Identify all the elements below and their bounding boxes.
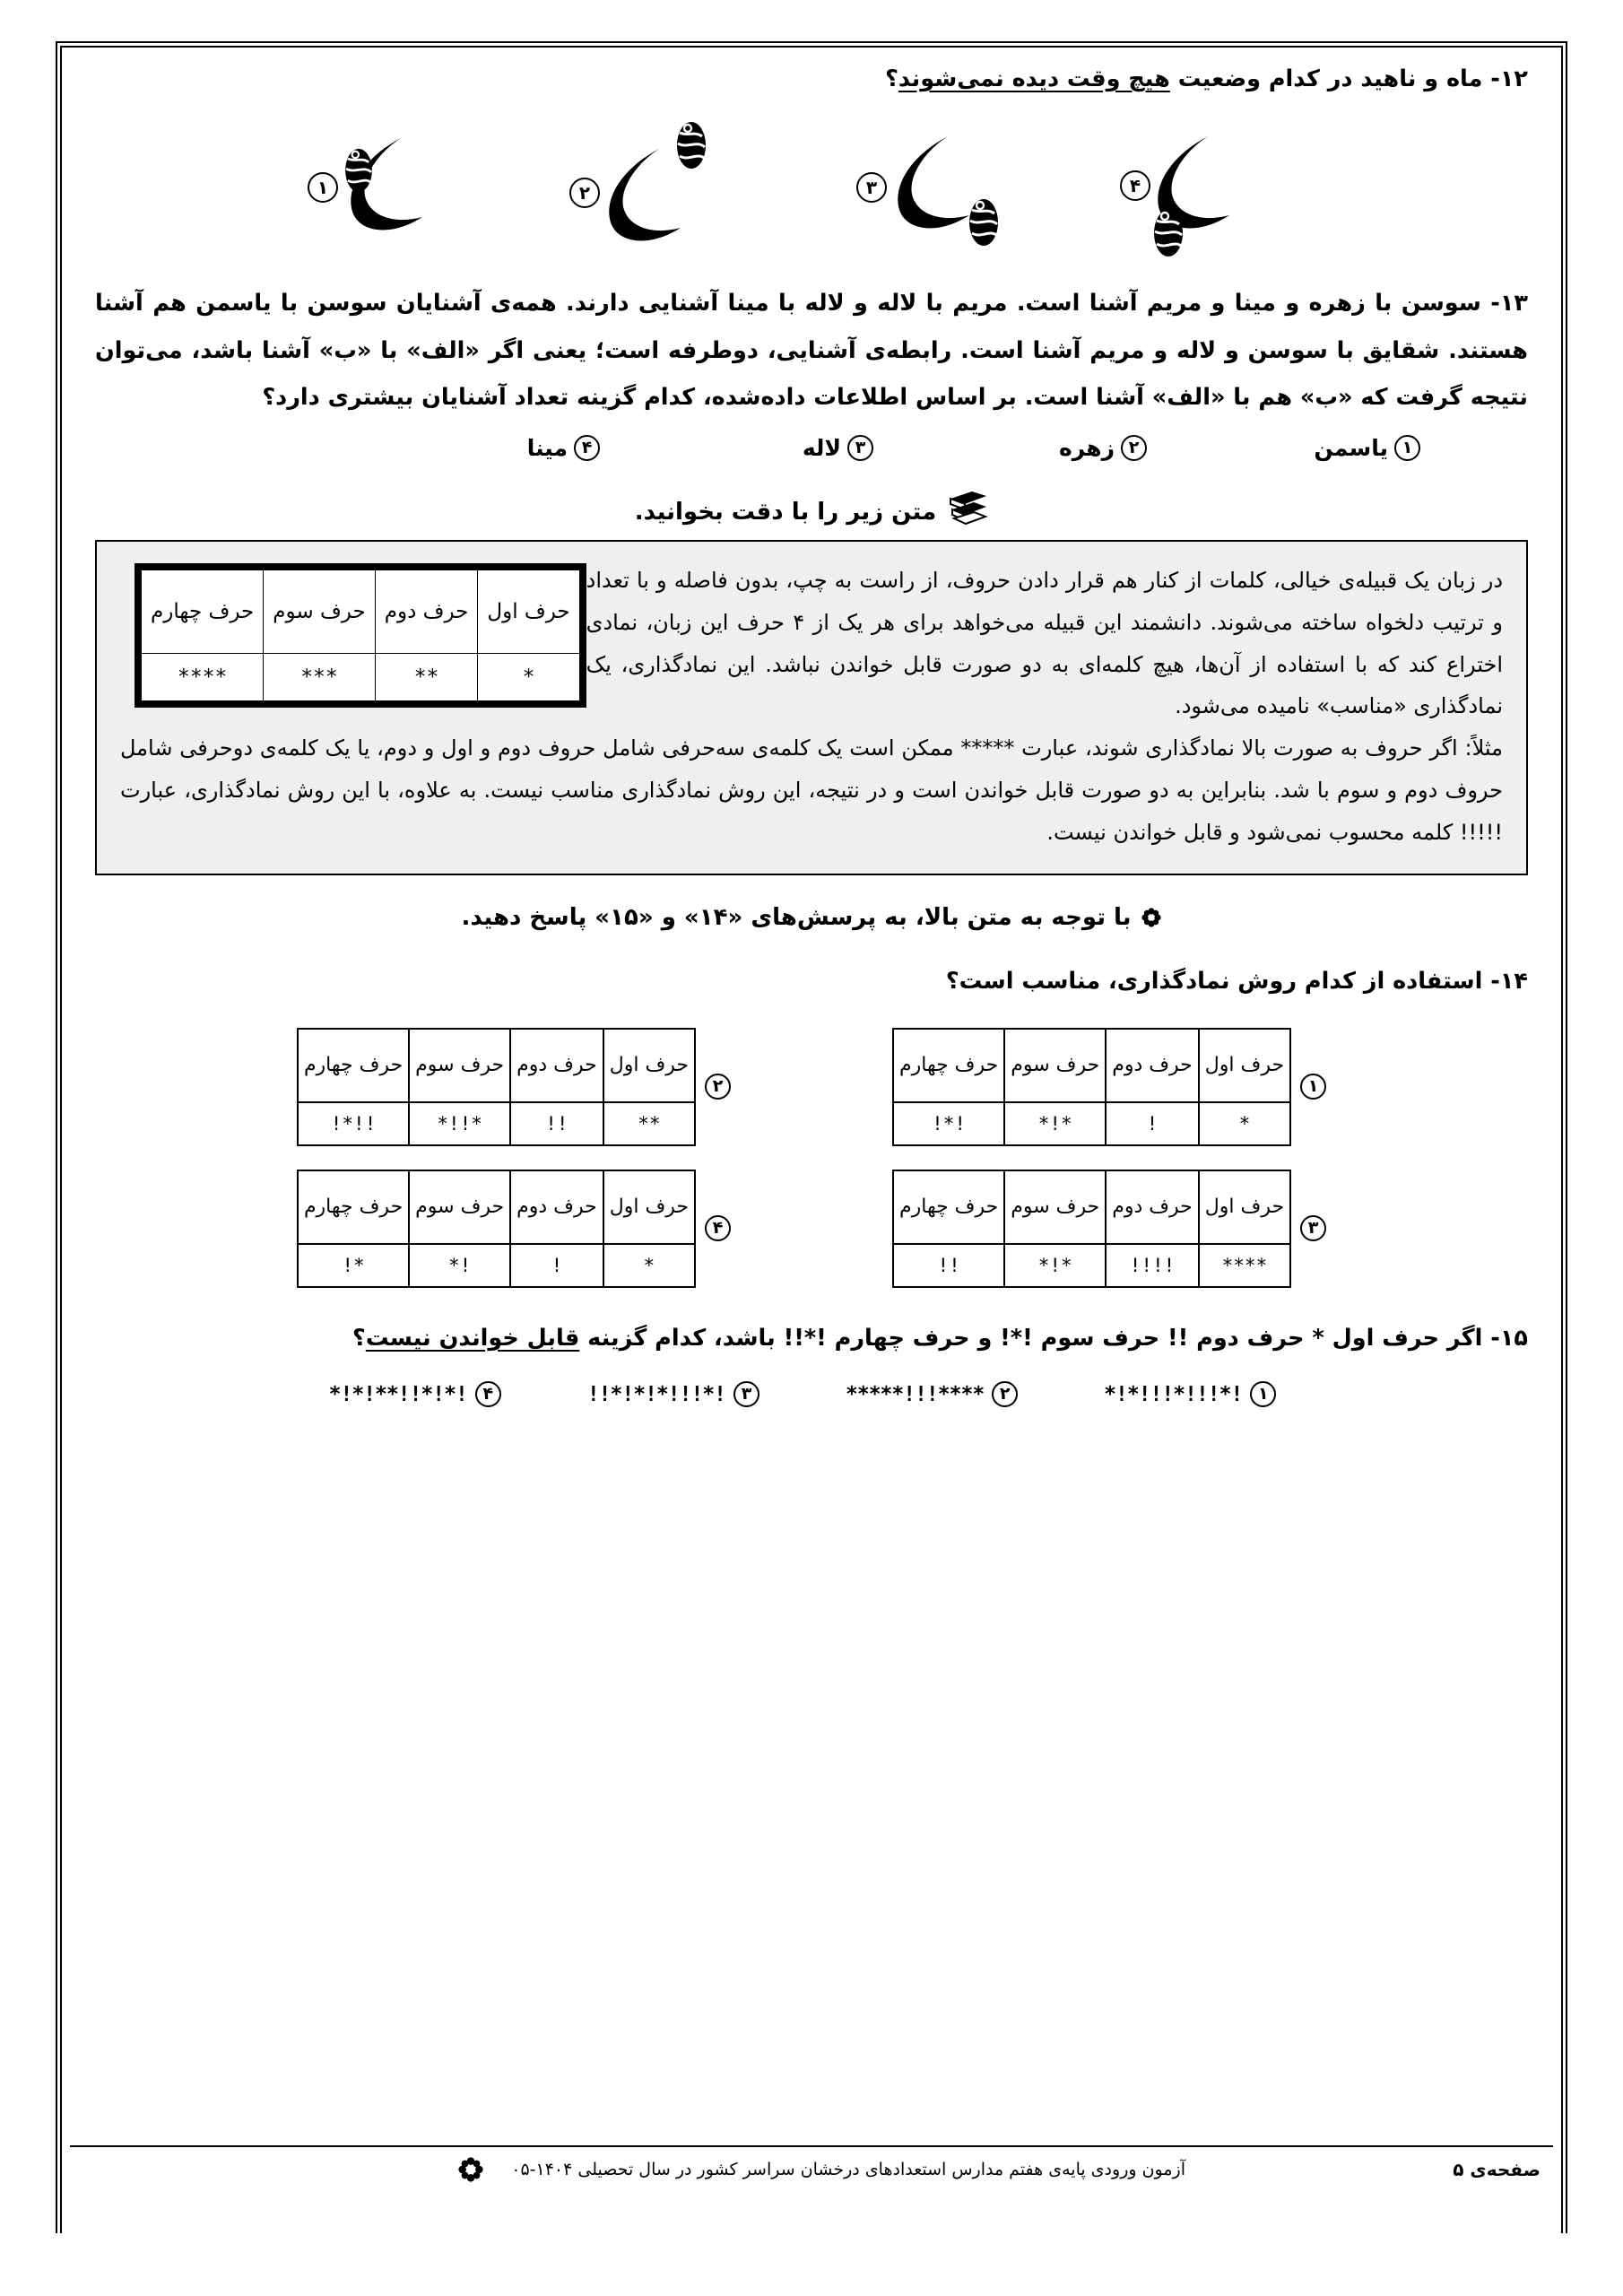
question-15-choice-2-number: ۲: [992, 1381, 1018, 1407]
table-row-values: [142, 654, 580, 701]
question-15-stem-before: اگر حرف اول * حرف دوم !! حرف سوم !*! و حرف چهارم !*!! باشد، کدام گزینه: [579, 1324, 1483, 1352]
question-15-choice-2-symbols: *****!!!****: [846, 1382, 985, 1406]
question-12-choice-4-number: ۴: [1120, 170, 1150, 201]
question-15-choice-1-symbols: *!*!!!*!!!*!: [1104, 1382, 1243, 1406]
instruction-line: [95, 904, 1528, 931]
question-13-choice-2-number: ۲: [1121, 435, 1147, 461]
choice-3-header-1: حرف اول: [1199, 1170, 1290, 1244]
letter-table-value-3: ***: [264, 654, 375, 701]
question-13-choice-3-number: ۳: [847, 435, 873, 461]
venus-planet-icon: [1152, 208, 1185, 258]
question-13: [95, 280, 1528, 461]
question-13-choice-4-number: ۴: [574, 435, 600, 461]
question-13-choices: [95, 435, 1528, 461]
letter-table-header-4: حرف چهارم: [142, 570, 264, 654]
books-icon: [947, 486, 988, 526]
question-15-choice-2[interactable]: [846, 1381, 1018, 1407]
question-14-choice-4[interactable]: [297, 1170, 731, 1288]
table-row-values: [893, 1244, 1290, 1287]
question-12-choices: [95, 126, 1528, 260]
choice-1-header-1: حرف اول: [1199, 1029, 1290, 1102]
question-14-choice-1-table: [892, 1028, 1291, 1146]
choice-4-value-2: !: [510, 1244, 603, 1287]
footer-divider: [70, 2145, 1553, 2147]
question-13-choice-1[interactable]: [1147, 435, 1420, 461]
choice-3-value-4: !!: [893, 1244, 1004, 1287]
reading-passage-box: [95, 540, 1528, 875]
choice-2-value-2: !!: [510, 1102, 603, 1145]
choice-1-header-3: حرف سوم: [1004, 1029, 1106, 1102]
table-row-values: [298, 1244, 695, 1287]
choice-2-value-4: !!*!: [298, 1102, 409, 1145]
question-14-choices-row-2: [95, 1170, 1528, 1288]
footer-exam-title: آزمون ورودی پایه‌ی هفتم مدارس استعدادهای درخشان سراسر کشور در سال تحصیلی ۱۴۰۴-۰۵: [511, 2160, 1185, 2179]
question-14-text: [95, 958, 1528, 1004]
question-14: [95, 958, 1528, 1288]
reading-heading-label: متن زیر را با دقت بخوانید.: [634, 499, 937, 526]
choice-3-header-4: حرف چهارم: [893, 1170, 1004, 1244]
footer-center: [457, 2156, 1185, 2183]
choice-3-value-2: !!!!: [1106, 1244, 1199, 1287]
question-15-choices: [95, 1381, 1528, 1407]
question-12-stem-underlined: هیچ وقت دیده نمی‌شوند: [898, 65, 1170, 92]
choice-1-header-4: حرف چهارم: [893, 1029, 1004, 1102]
question-12-stem-after: ؟: [885, 65, 898, 92]
table-row-headers: [298, 1170, 695, 1244]
choice-2-header-4: حرف چهارم: [298, 1029, 409, 1102]
choice-4-value-3: !*: [409, 1244, 510, 1287]
letter-table-header-1: حرف اول: [478, 570, 579, 654]
question-12-choice-4[interactable]: [1111, 126, 1299, 260]
question-14-stem: استفاده از کدام روش نمادگذاری، مناسب است؟: [945, 967, 1483, 995]
choice-4-header-2: حرف دوم: [510, 1170, 603, 1244]
question-14-choice-4-number: ۴: [705, 1215, 731, 1241]
letter-table-header-2: حرف دوم: [375, 570, 478, 654]
question-12-choice-2-number: ۲: [569, 178, 600, 208]
question-15-stem-after: ؟: [352, 1324, 366, 1352]
venus-planet-icon: [968, 197, 1000, 248]
question-14-choice-4-table: [297, 1170, 696, 1288]
question-14-choices: [95, 1028, 1528, 1288]
question-14-number: ۱۴-: [1490, 967, 1528, 995]
table-row-values: [298, 1102, 695, 1145]
question-15-choice-4-symbols: *!*!**!!*!*!: [328, 1382, 467, 1406]
letter-table-value-2: **: [375, 654, 478, 701]
letter-symbol-table: [141, 570, 580, 701]
question-15-choice-4-number: ۴: [475, 1381, 501, 1407]
choice-2-header-1: حرف اول: [603, 1029, 695, 1102]
choice-2-header-3: حرف سوم: [409, 1029, 510, 1102]
question-14-choice-2-number: ۲: [705, 1074, 731, 1100]
question-14-choices-row-1: [95, 1028, 1528, 1146]
question-15-choice-1[interactable]: [1104, 1381, 1276, 1407]
question-15: [95, 1315, 1528, 1407]
question-12-number: ۱۲-: [1490, 65, 1528, 92]
question-12-choice-1[interactable]: [288, 126, 476, 260]
question-12-choice-3[interactable]: [837, 126, 1025, 260]
question-15-text: [95, 1315, 1528, 1361]
choice-1-value-3: *!*: [1004, 1102, 1106, 1145]
question-13-choice-3[interactable]: [600, 435, 873, 461]
choice-4-value-4: *!: [298, 1244, 409, 1287]
question-13-number: ۱۳-: [1490, 290, 1528, 317]
letter-symbol-table-wrap: [135, 563, 586, 708]
table-row-headers: [893, 1170, 1290, 1244]
question-13-choice-2-label: زهره: [1058, 435, 1115, 462]
question-13-stem: سوسن با زهره و مینا و مریم آشنا است. مریم با لاله و لاله با مینا آشنایی دارند. همه‌ی آشنایان سوسن با یاسمن هم آشنا هستند. شقایق با سوسن و لاله و مریم آشنا است. رابطه‌ی آشنایی، دوطرفه است؛ یعنی اگر «الف» با «ب» آشنا باشد، می‌توان نتیجه گرفت که «ب» هم با «الف» آشنا است. بر اساس اطلاعات داده‌شده، کدام گزینه تعداد آشنایان بیشتری دارد؟: [95, 290, 1528, 411]
choice-3-value-3: *!*: [1004, 1244, 1106, 1287]
question-12-choice-1-number: ۱: [308, 172, 338, 203]
choice-3-value-1: ****: [1199, 1244, 1290, 1287]
question-15-choice-3[interactable]: [587, 1381, 759, 1407]
choice-4-header-3: حرف سوم: [409, 1170, 510, 1244]
question-12-choice-3-number: ۳: [856, 172, 887, 203]
page-content: [70, 56, 1553, 1416]
question-15-choice-3-symbols: !!*!*!*!!!*!: [586, 1382, 725, 1406]
question-15-choice-3-number: ۳: [733, 1381, 759, 1407]
question-13-choice-4[interactable]: [326, 435, 600, 461]
reading-paragraph-1: در زبان یک قبیله‌ی خیالی، کلمات از کنار هم قرار دادن حروف، از راست به چپ، بدون فاصله و با تعداد و ترتیب دلخواه ساخته می‌شوند. دانشمند این قبیله می‌خواهد برای هر یک از ۴ حرف این زبان، نمادی اختراع کند که با استفاده از آن‌ها، هیچ کلمه‌ای به دو صورت قابل خواندن نباشد. این نمادگذاری، یک نمادگذاری «مناسب» نامیده می‌شود.: [586, 568, 1504, 719]
instruction-text: با توجه به متن بالا، به پرسش‌های «۱۴» و «۱۵» پاسخ دهید.: [461, 903, 1132, 931]
question-14-choice-2-table: [297, 1028, 696, 1146]
choice-2-header-2: حرف دوم: [510, 1029, 603, 1102]
question-15-choice-1-number: ۱: [1250, 1381, 1276, 1407]
question-13-text: [95, 280, 1528, 421]
choice-1-header-2: حرف دوم: [1106, 1029, 1199, 1102]
letter-table-value-1: *: [478, 654, 579, 701]
question-12-stem-before: ماه و ناهید در کدام وضعیت: [1169, 65, 1483, 92]
question-13-choice-4-label: مینا: [526, 435, 568, 462]
choice-1-value-4: !*!: [893, 1102, 1004, 1145]
venus-planet-icon: [675, 120, 707, 170]
choice-3-header-2: حرف دوم: [1106, 1170, 1199, 1244]
choice-3-header-3: حرف سوم: [1004, 1170, 1106, 1244]
question-13-choice-1-number: ۱: [1394, 435, 1420, 461]
question-14-choice-1-number: ۱: [1300, 1074, 1326, 1100]
question-14-choice-3-number: ۳: [1300, 1215, 1326, 1241]
question-13-choice-2[interactable]: [873, 435, 1147, 461]
question-13-choice-1-label: یاسمن: [1314, 435, 1388, 462]
question-15-choice-4[interactable]: [329, 1381, 501, 1407]
table-row-headers: [893, 1029, 1290, 1102]
venus-planet-icon: [343, 147, 374, 194]
footer-page-number: صفحه‌ی ۵: [1453, 2159, 1541, 2180]
letter-table-value-4: ****: [142, 654, 264, 701]
reading-heading: [95, 486, 1528, 526]
table-row-headers: [298, 1029, 695, 1102]
choice-1-value-2: !: [1106, 1102, 1199, 1145]
choice-4-header-1: حرف اول: [603, 1170, 695, 1244]
choice-4-header-4: حرف چهارم: [298, 1170, 409, 1244]
choice-4-value-1: *: [603, 1244, 695, 1287]
question-14-choice-2[interactable]: [297, 1028, 731, 1146]
letter-table-header-3: حرف سوم: [264, 570, 375, 654]
flower-icon: [457, 2156, 484, 2183]
question-15-number: ۱۵-: [1490, 1324, 1528, 1352]
page-footer: [70, 2156, 1553, 2183]
question-14-choice-3[interactable]: [892, 1170, 1326, 1288]
question-12: [95, 56, 1528, 260]
choice-2-value-3: *!!*: [409, 1102, 510, 1145]
question-14-choice-1[interactable]: [892, 1028, 1326, 1146]
question-12-text: [95, 56, 1528, 102]
choice-1-value-1: *: [1199, 1102, 1290, 1145]
table-row-values: [893, 1102, 1290, 1145]
question-15-stem-underlined: قابل خواندن نیست: [365, 1324, 580, 1352]
question-14-choice-3-table: [892, 1170, 1291, 1288]
flower-bullet-icon: [1141, 907, 1162, 928]
question-13-choice-3-label: لاله: [802, 435, 841, 462]
choice-2-value-1: **: [603, 1102, 695, 1145]
reading-paragraph-2: مثلاً: اگر حروف به صورت بالا نمادگذاری شوند، عبارت ***** ممکن است یک کلمه‌ی سه‌حرفی شامل حروف دوم و اول و دوم، یا یک کلمه‌ی دوحرفی شامل حروف دوم و سوم با شد. بنابراین به دو صورت قابل خواندن است و در نتیجه، این روش نمادگذاری مناسب نیست. به علاوه، با این روش نمادگذاری، عبارت !!!!! کلمه محسوب نمی‌شود و قابل خواندن نیست.: [120, 735, 1503, 845]
table-row-headers: [142, 570, 580, 654]
question-12-choice-2[interactable]: [562, 126, 751, 260]
